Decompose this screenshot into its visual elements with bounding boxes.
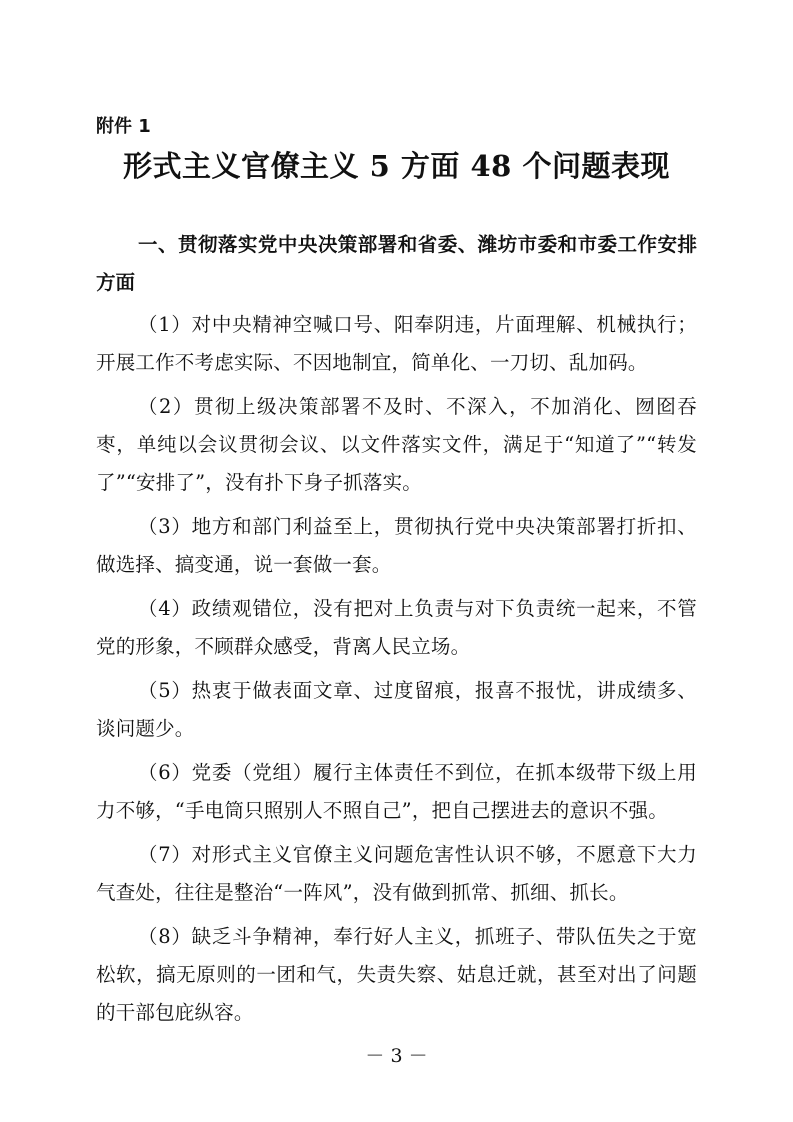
document-body <box>96 226 697 1038</box>
page-number: － 3 － <box>365 1045 428 1067</box>
list-item: （3）地方和部门利益至上，贯彻执行党中央决策部署打折扣、做选择、搞变通，说一套做一套。 <box>96 515 697 576</box>
attachment-label: 附件 1 <box>96 116 151 137</box>
section-heading: 一、贯彻落实党中央决策部署和省委、潍坊市委和市委工作安排方面 <box>96 233 697 294</box>
list-item: （8）缺乏斗争精神，奉行好人主义，抓班子、带队伍失之于宽松软，搞无原则的一团和气，失责失察、姑息迁就，甚至对出了问题的干部包庇纵容。 <box>96 925 697 1024</box>
document-title: 形式主义官僚主义 5 方面 48 个问题表现 <box>123 149 670 183</box>
list-item: （7）对形式主义官僚主义问题危害性认识不够，不愿意下大力气查处，往往是整治“一阵风”，没有做到抓常、抓细、抓长。 <box>96 843 697 904</box>
list-item: （6）党委（党组）履行主体责任不到位，在抓本级带下级上用力不够，“手电筒只照别人不照自己”，把自己摆进去的意识不强。 <box>96 761 697 822</box>
list-item: （4）政绩观错位，没有把对上负责与对下负责统一起来，不管党的形象，不顾群众感受，背离人民立场。 <box>96 597 697 658</box>
list-item: （5）热衷于做表面文章、过度留痕，报喜不报忧，讲成绩多、谈问题少。 <box>96 679 697 740</box>
list-item: （2）贯彻上级决策部署不及时、不深入，不加消化、囫囵吞枣，单纯以会议贯彻会议、以文件落实文件，满足于“知道了”“转发了”“安排了”，没有扑下身子抓落实。 <box>96 395 697 494</box>
list-item: （1）对中央精神空喊口号、阳奉阴违，片面理解、机械执行；开展工作不考虑实际、不因地制宜，简单化、一刀切、乱加码。 <box>96 313 697 374</box>
